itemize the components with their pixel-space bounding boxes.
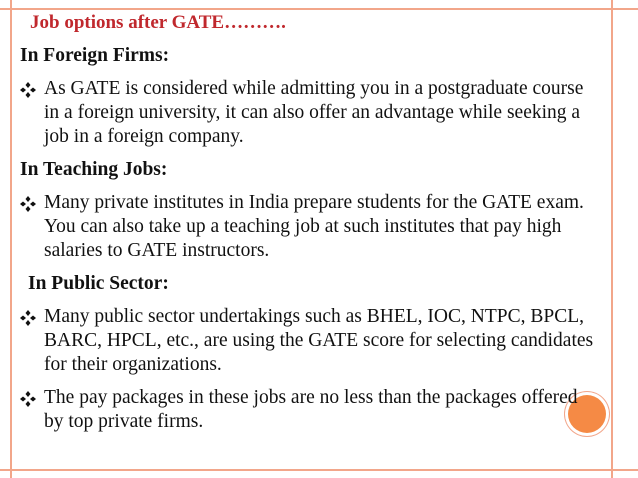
slide-title: Job options after GATE……….	[30, 12, 286, 33]
four-diamond-bullet-icon	[20, 386, 40, 410]
frame-top-line	[0, 8, 638, 10]
bullet-text: Many public sector undertakings such as BHEL, IOC, NTPC, BPCL, BARC, HPCL, etc., are using the GATE score for selecting candidates for their organizations.	[44, 306, 594, 375]
section-heading-public-sector: In Public Sector:	[28, 273, 169, 294]
bullet-public-sector-1	[20, 305, 595, 377]
bullet-text: Many private institutes in India prepare students for the GATE exam. You can also take up a teaching job at such institutes that pay high salaries to GATE instructors.	[44, 192, 584, 261]
section-heading-foreign-firms: In Foreign Firms:	[20, 45, 170, 66]
four-diamond-bullet-icon	[20, 305, 40, 329]
four-diamond-bullet-icon	[20, 191, 40, 215]
slide-content	[20, 11, 595, 443]
four-diamond-bullet-icon	[20, 77, 40, 101]
bullet-teaching-jobs	[20, 191, 595, 263]
frame-left-line	[10, 0, 12, 478]
bullet-text: The pay packages in these jobs are no less than the packages offered by top private firms.	[44, 387, 578, 432]
frame-right-line	[611, 0, 613, 478]
bullet-text: As GATE is considered while admitting you in a postgraduate course in a foreign university, it can also offer an advantage while seeking a job in a foreign company.	[44, 78, 584, 147]
bullet-foreign-firms	[20, 77, 595, 149]
frame-bottom-line	[0, 469, 638, 471]
section-heading-teaching-jobs: In Teaching Jobs:	[20, 159, 168, 180]
bullet-public-sector-2	[20, 386, 595, 434]
